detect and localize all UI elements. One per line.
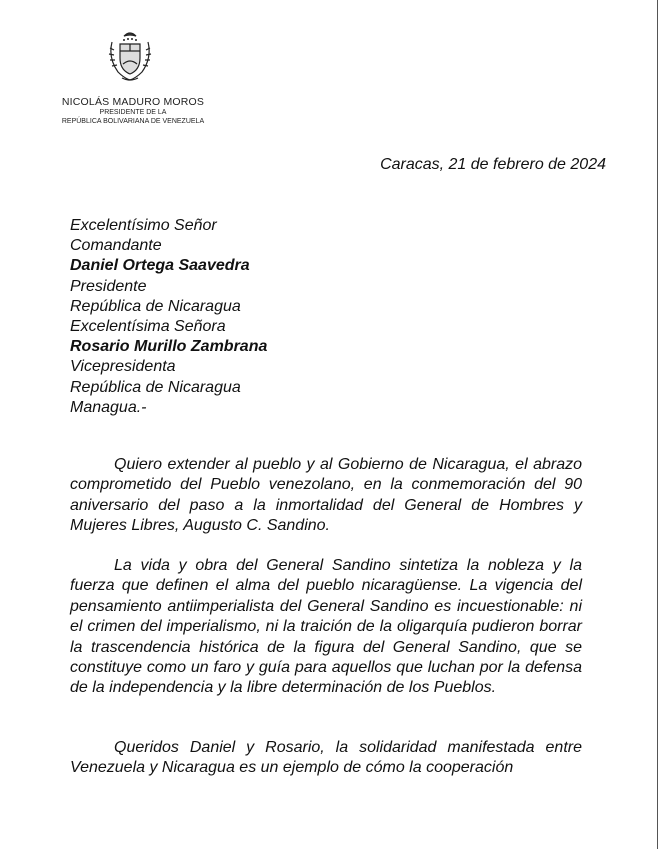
addressee-line: Excelentísimo Señor (70, 217, 217, 234)
addressee-line: Presidente (70, 277, 147, 295)
letterhead-title-line2: REPÚBLICA BOLIVARIANA DE VENEZUELA (61, 118, 205, 125)
addressee-line: Vicepresidenta (70, 358, 176, 376)
addressee-line: Managua.- (70, 398, 147, 416)
addressee-name: Rosario Murillo Zambrana (70, 338, 268, 356)
page-edge-line (657, 0, 658, 849)
letterhead (58, 96, 208, 126)
addressee-line: Excelentísima Señora (70, 318, 226, 336)
coat-of-arms-icon (104, 28, 156, 84)
body-paragraph-3: Queridos Daniel y Rosario, la solidaridad manifestada entre Venezuela y Nicaragua es un ejemplo de cómo la cooperación (70, 739, 582, 777)
body-paragraph-2: La vida y obra del General Sandino sintetiza la nobleza y la fuerza que definen el alma del pueblo nicaragüense. La vigencia del pensamiento antiimperialista del General Sandino es incuestionable: ni el crimen del imperialismo, ni la traición de la oligarquía pudieron borrar la trascendencia histórica de la figura del General Sandino, que se constituye como un faro y guía para aquellos que luchan por la defensa de la independencia y la libre determinación de los Pueblos. (70, 557, 582, 697)
addressee-line: Comandante (70, 237, 162, 255)
addressee-line: República de Nicaragua (70, 378, 241, 396)
body-paragraph-1: Quiero extender al pueblo y al Gobierno de Nicaragua, el abrazo comprometido del Pueblo venezolano, en la conmemoración del 90 aniversario del paso a la inmortalidad del General de Hombres y Mujeres Libres, Augusto C. Sandino. (70, 456, 582, 535)
letter-date: Caracas, 21 de febrero de 2024 (380, 156, 606, 173)
letterhead-title-line1: PRESIDENTE DE LA (99, 109, 167, 116)
addressee-line: República de Nicaragua (70, 297, 241, 315)
addressee-block (70, 216, 267, 418)
letterhead-name: NICOLÁS MADURO MOROS (61, 96, 205, 108)
addressee-name: Daniel Ortega Saavedra (70, 257, 250, 275)
